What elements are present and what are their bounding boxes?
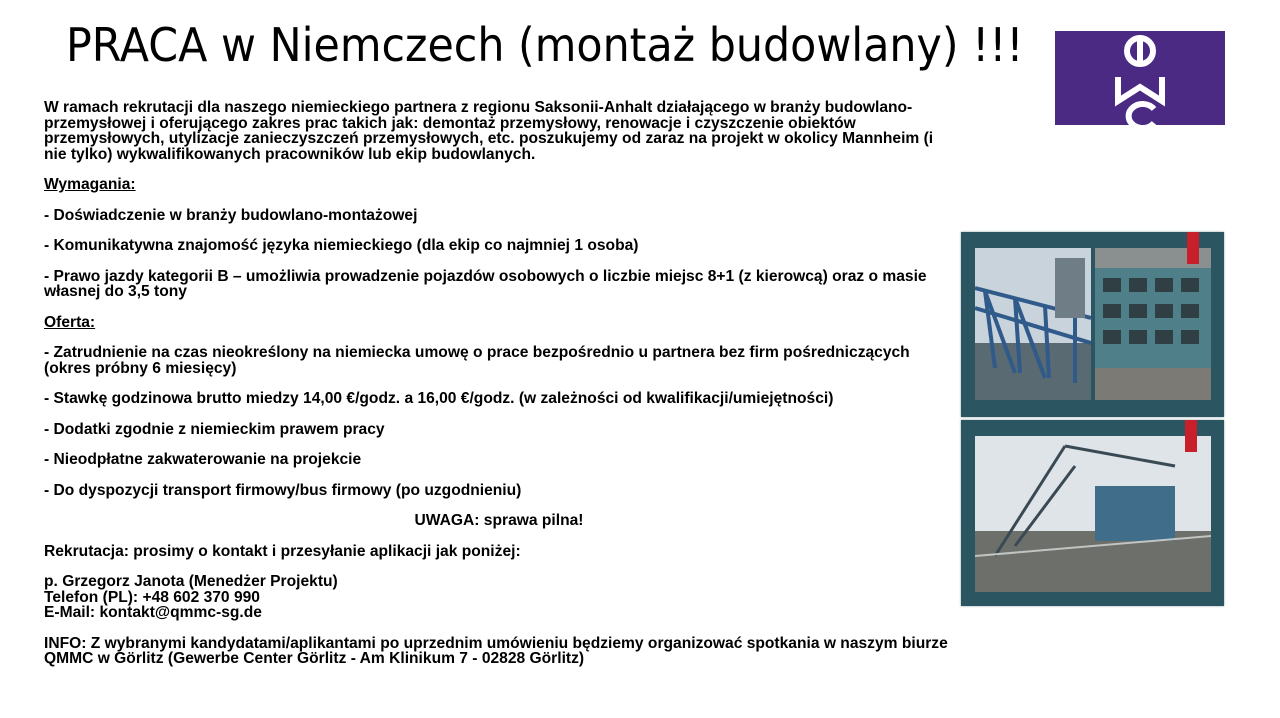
requirement-item: - Prawo jazdy kategorii B – umożliwia prowadzenie pojazdów osobowych o liczbie miejsc 8+1 (z kierowcą) oraz o masie własnej do 3,5 tony xyxy=(44,267,927,300)
requirements-heading: Wymagania: xyxy=(44,176,136,193)
urgent-notice: UWAGA: sprawa pilna! xyxy=(414,512,584,529)
offer-heading: Oferta: xyxy=(44,313,96,331)
offer-item: - Nieodpłatne zakwaterowanie na projekcie xyxy=(44,451,362,468)
offer-item: - Do dyspozycji transport firmowy/bus firmowy (po uzgodnieniu) xyxy=(44,481,522,499)
construction-photo-crane-site xyxy=(975,436,1211,592)
offer-item: - Stawkę godzinowa brutto miedzy 14,00 €/godz. a 16,00 €/godz. (w zależności od kwalifikacji/umiejętności) xyxy=(44,390,834,407)
recruitment-text: Rekrutacja: prosimy o kontakt i przesyłanie aplikacji jak poniżej: xyxy=(44,542,521,560)
intro-text: W ramach rekrutacji dla naszego niemieckiego partnera z regionu Saksonii-Anhalt działającego w branży budowlano-przemysłowej i oferującego zakres prac takich jak: demontaż przemysłowy, renowacje i czyszczenie obiektów przemysłowych, utylizacje zanieczyszczeń przemysłowych, etc. poszukujemy od zaraz na projekt w okolicy Mannheim (i nie tylko) wykwalifikowanych pracowników lub ekip budowlanych. xyxy=(44,99,934,163)
qmmc-logo-icon xyxy=(1110,31,1170,125)
job-description xyxy=(44,100,954,682)
construction-photo-steel-frame xyxy=(975,248,1091,400)
requirement-item: - Doświadczenie w branży budowlano-montażowej xyxy=(44,206,418,224)
requirement-item: - Komunikatywna znajomość języka niemieckiego (dla ekip co najmniej 1 osoba) xyxy=(44,237,639,254)
photo-frame-top xyxy=(961,232,1224,417)
offer-item: - Dodatki zgodnie z niemieckim prawem pracy xyxy=(44,420,385,438)
contact-phone: Telefon (PL): +48 602 370 990 xyxy=(44,588,260,606)
contact-email[interactable]: E-Mail: kontakt@qmmc-sg.de xyxy=(44,604,262,621)
page-title: PRACA w Niemczech (montaż budowlany) !!! xyxy=(66,18,1024,72)
info-text: INFO: Z wybranymi kandydatami/aplikantami po uprzednim umówieniu będziemy organizować spotkania w naszym biurze QMMC w Görlitz (Gewerbe Center Görlitz - Am Klinikum 7 - 02828 Görlitz) xyxy=(44,634,948,667)
red-tag-decoration xyxy=(1187,232,1199,264)
red-tag-decoration xyxy=(1185,420,1197,452)
construction-photo-building-facade xyxy=(1095,248,1211,400)
contact-name: p. Grzegorz Janota (Menedżer Projektu) xyxy=(44,573,338,590)
offer-item: - Zatrudnienie na czas nieokreślony na niemiecka umowę o prace bezpośrednio u partnera bez firm pośredniczących (okres próbny 6 miesięcy) xyxy=(44,344,910,377)
contact-block xyxy=(44,574,954,621)
photo-frame-bottom xyxy=(961,420,1224,606)
company-logo xyxy=(1055,31,1225,125)
